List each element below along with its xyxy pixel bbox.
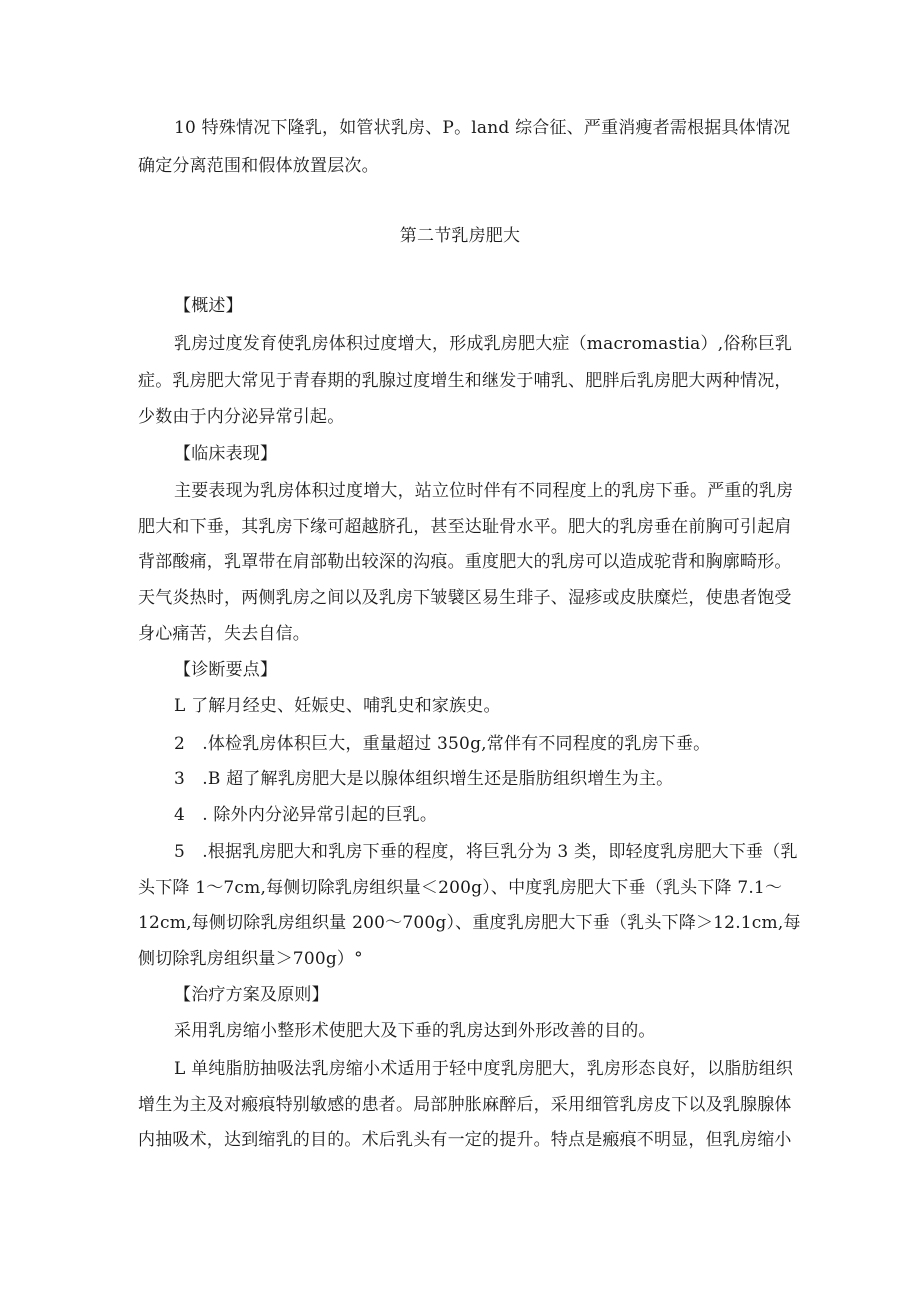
diagnosis-item-5-cont-1: 头下降 1～7cm,每侧切除乳房组织量＜200g）、中度乳房肥大下垂（乳头下降 7.1～ bbox=[138, 878, 783, 898]
diagnosis-item-5-cont-3: 侧切除乳房组织量＞700g）° bbox=[138, 949, 363, 969]
diagnosis-item-2: 2 .体检乳房体积巨大，重量超过 350g,常伴有不同程度的乳房下垂。 bbox=[174, 734, 711, 754]
clinical-line-3: 背部酸痛，乳罩带在肩部勒出较深的沟痕。重度肥大的乳房可以造成驼背和胸廓畸形。 bbox=[138, 552, 792, 572]
diagnosis-item-3: 3 .B 超了解乳房肥大是以腺体组织增生还是脂肪组织增生为主。 bbox=[174, 769, 674, 789]
overview-heading: 【概述】 bbox=[174, 296, 243, 316]
treatment-line-4: 内抽吸术，达到缩乳的目的。术后乳头有一定的提升。特点是瘢痕不明显，但乳房缩小 bbox=[138, 1130, 792, 1150]
section-title: 第二节乳房肥大 bbox=[399, 226, 521, 246]
treatment-line-2: L 单纯脂肪抽吸法乳房缩小术适用于轻中度乳房肥大，乳房形态良好，以脂肪组织 bbox=[174, 1059, 794, 1079]
diagnosis-item-1: L 了解月经史、妊娠史、哺乳史和家族史。 bbox=[174, 696, 501, 716]
overview-line-2: 症。乳房肥大常见于青春期的乳腺过度增生和继发于哺乳、肥胖后乳房肥大两种情况， bbox=[138, 371, 792, 391]
treatment-heading: 【治疗方案及原则】 bbox=[174, 985, 329, 1005]
clinical-line-1: 主要表现为乳房体积过度增大，站立位时伴有不同程度上的乳房下垂。严重的乳房 bbox=[174, 481, 794, 501]
clinical-line-5: 身心痛苦，失去自信。 bbox=[138, 624, 310, 644]
diagnosis-heading: 【诊断要点】 bbox=[174, 660, 278, 680]
treatment-line-1: 采用乳房缩小整形术使肥大及下垂的乳房达到外形改善的目的。 bbox=[174, 1021, 656, 1041]
diagnosis-item-5: 5 .根据乳房肥大和乳房下垂的程度，将巨乳分为 3 类，即轻度乳房肥大下垂（乳 bbox=[174, 842, 798, 862]
overview-line-1: 乳房过度发育使乳房体积过度增大，形成乳房肥大症（macromastia）,俗称巨乳 bbox=[174, 334, 793, 354]
clinical-line-4: 天气炎热时，两侧乳房之间以及乳房下皱襞区易生琲子、湿疹或皮肤糜烂，使患者饱受 bbox=[138, 588, 792, 608]
diagnosis-item-5-cont-2: 12cm,每侧切除乳房组织量 200～700g）、重度乳房肥大下垂（乳头下降＞12.1cm,每 bbox=[138, 913, 801, 933]
clinical-line-2: 肥大和下垂，其乳房下缘可超越脐孔，甚至达耻骨水平。肥大的乳房垂在前胸可引起肩 bbox=[138, 517, 792, 537]
treatment-line-3: 增生为主及对瘢痕特别敏感的患者。局部肿胀麻醉后，采用细管乳房皮下以及乳腺腺体 bbox=[138, 1095, 792, 1115]
overview-line-3: 少数由于内分泌异常引起。 bbox=[138, 407, 345, 427]
intro-line-1: 10 特殊情况下隆乳，如管状乳房、P。land 综合征、严重消瘦者需根据具体情况 bbox=[174, 118, 791, 138]
intro-line-2: 确定分离范围和假体放置层次。 bbox=[138, 156, 379, 176]
diagnosis-item-4: 4 . 除外内分泌异常引起的巨乳。 bbox=[174, 805, 438, 825]
clinical-heading: 【临床表现】 bbox=[174, 444, 278, 464]
